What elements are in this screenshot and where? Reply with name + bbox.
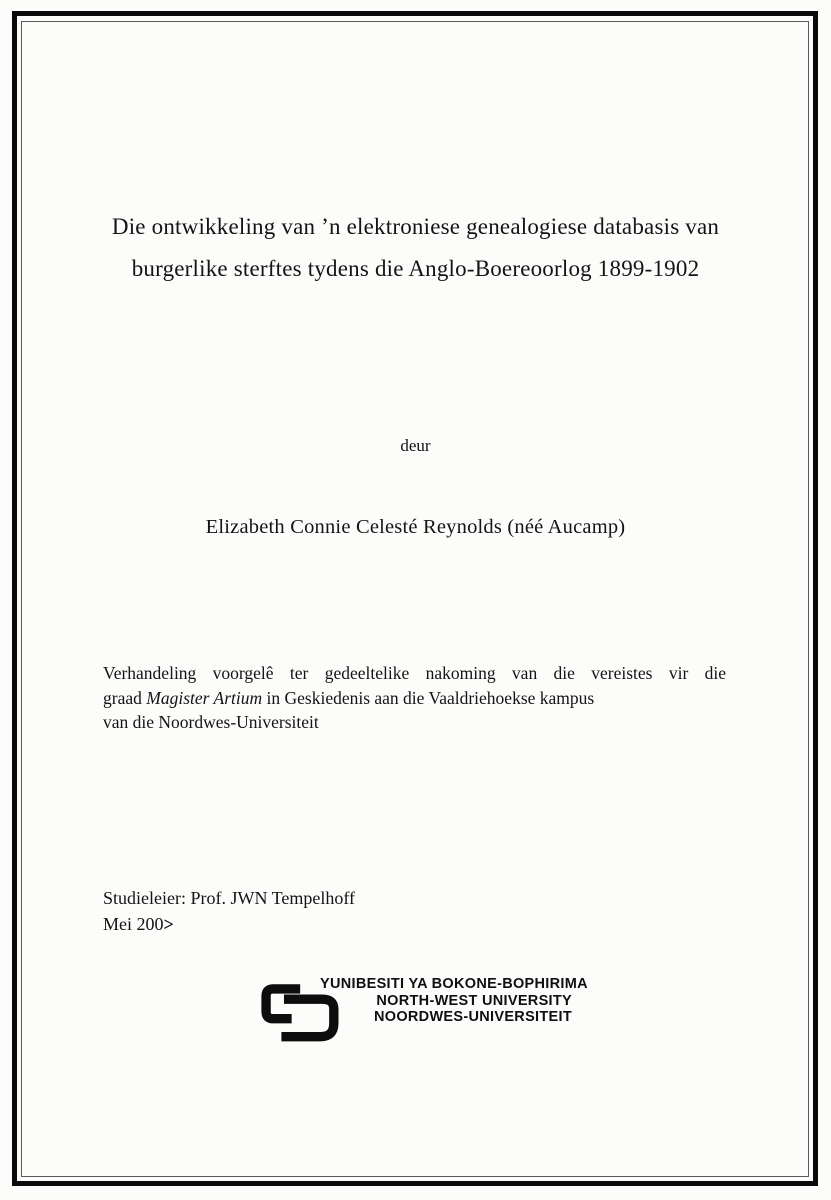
university-name-setswana: YUNIBESITI YA BOKONE-BOPHIRIMA (320, 976, 588, 992)
author-name: Elizabeth Connie Celesté Reynolds (néé Aucamp) (205, 516, 626, 538)
university-name-english: NORTH-WEST UNIVERSITY (376, 992, 572, 1009)
title-line-2: burgerlike sterftes tydens die Anglo-Boereoorlog 1899-1902 (131, 256, 700, 281)
statement-line-2-pre: graad (103, 687, 147, 708)
title-line-1: Die ontwikkeling van ’n elektroniese genealogiese databasis van (111, 214, 720, 239)
degree-name-italic: Magister Artium (146, 687, 263, 708)
supervisor-and-date (103, 885, 355, 937)
submission-statement (103, 661, 726, 735)
statement-line-1: Verhandeling voorgelê ter gedeeltelike nakoming van die vereistes vir die (103, 663, 726, 683)
byline-deur: deur (400, 436, 431, 455)
page-title (40, 206, 791, 290)
statement-line-2-post: in Geskiedenis aan die Vaaldriehoekse kampus (262, 687, 595, 708)
supervisor-line: Studieleier: Prof. JWN Tempelhoff (103, 888, 356, 908)
university-name-afrikaans: NOORDWES-UNIVERSITEIT (373, 1009, 572, 1026)
statement-line-2 (103, 686, 726, 711)
date-line (103, 911, 355, 937)
university-wordmark (320, 976, 588, 1026)
date-seven-glyph: > (163, 913, 174, 935)
date-prefix: Mei 200 (103, 914, 164, 934)
statement-line-3: van die Noordwes-Universiteit (103, 712, 319, 732)
